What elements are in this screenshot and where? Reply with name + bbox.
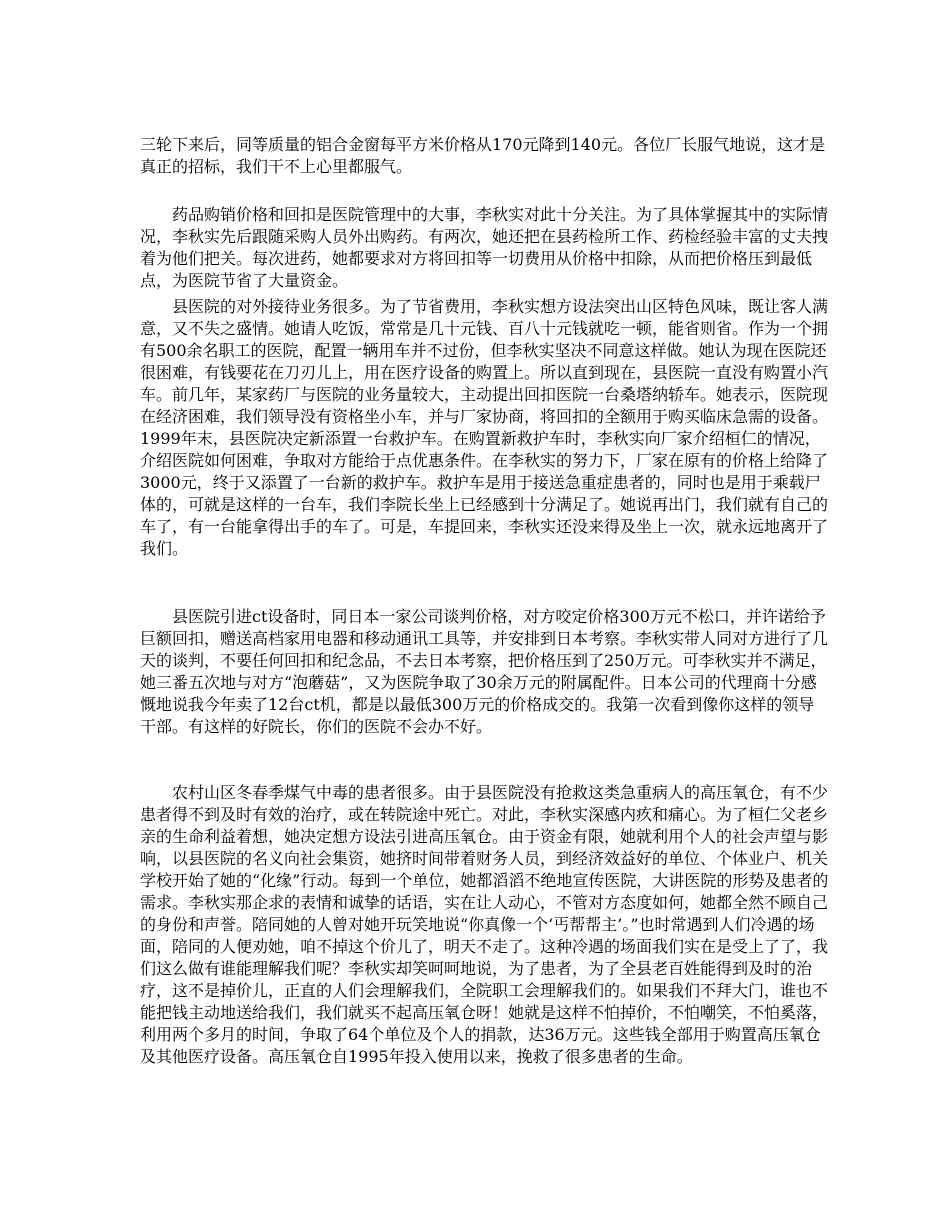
paragraph-text: 县医院引进ct设备时，同日本一家公司谈判价格，对方咬定价格300万元不松口，并许诺给予巨额回扣，赠送高档家用电器和移动通讯工具等，并安排到日本考察。李秋实带人同对方进行了几天的谈判，不要任何回扣和纪念品，不去日本考察，把价格压到了250万元。可李秋实并不满足，她三番五次地与对方“泡蘑菇”，又为医院争取了30余万元的附属配件。日本公司的代理商十分感慨地说我今年卖了12台ct机，都是以最低300万元的价格成交的。我第一次看到像你这样的领导干部。有这样的好院长，你们的医院不会办不好。: [140, 607, 829, 736]
paragraph-3: [140, 296, 830, 560]
paragraph-1: [140, 134, 830, 178]
paragraph-text: 农村山区冬春季煤气中毒的患者很多。由于县医院没有抢救这类急重病人的高压氧仓，有不少患者得不到及时有效的治疗，或在转院途中死亡。对此，李秋实深感内疚和痛心。为了桓仁父老乡亲的生命利益着想，她决定想方设法引进高压氧仓。由于资金有限，她就利用个人的社会声望与影响，以县医院的名义向社会集资，她挤时间带着财务人员，到经济效益好的单位、个体业户、机关学校开始了她的“化缘”行动。每到一个单位，她都滔滔不绝地宣传医院，大讲医院的形势及患者的需求。李秋实那企求的表情和诚挚的话语，实在让人动心，不管对方态度如何，她都全然不顾自己的身份和声誉。陪同她的人曾对她开玩笑地说“你真像一个‘丐帮帮主’。”也时常遇到人们冷遇的场面，陪同的人便劝她，咱不掉这个价儿了，明天不走了。这种冷遇的场面我们实在是受上了了，我们这么做有谁能理解我们呢？李秋实却笑呵呵地说，为了患者，为了全县老百姓能得到及时的治疗，这不是掉价儿，正直的人们会理解我们，全院职工会理解我们的。如果我们不拜大门，谁也不能把钱主动地送给我们，我们就买不起高压氧仓呀！她就是这样不怕掉价，不怕嘲笑，不怕奚落，利用两个多月的时间，争取了64个单位及个人的捐款，达36万元。这些钱全部用于购置高压氧仓及其他医疗设备。高压氧仓自1995年投入使用以来，挽救了很多患者的生命。: [140, 783, 829, 1066]
paragraph-2: [140, 204, 830, 292]
paragraph-text: 药品购销价格和回扣是医院管理中的大事，李秋实对此十分关注。为了具体掌握其中的实际情况，李秋实先后跟随采购人员外出购药。有两次，她还把在县药检所工作、药检经验丰富的丈夫拽着为他们把关。每次进药，她都要求对方将回扣等一切费用从价格中扣除，从而把价格压到最低点，为医院节省了大量资金。: [140, 205, 829, 290]
paragraph-4: [140, 606, 830, 738]
paragraph-5: [140, 782, 830, 1068]
paragraph-text: 三轮下来后，同等质量的铝合金窗每平方米价格从170元降到140元。各位厂长服气地说，这才是真正的招标，我们干不上心里都服气。: [140, 135, 826, 176]
paragraph-text: 县医院的对外接待业务很多。为了节省费用，李秋实想方设法突出山区特色风味，既让客人满意，又不失之盛情。她请人吃饭，常常是几十元钱、百八十元钱就吃一顿，能省则省。作为一个拥有500余名职工的医院，配置一辆用车并不过份，但李秋实坚决不同意这样做。她认为现在医院还很困难，有钱要花在刀刃儿上，用在医疗设备的购置上。所以直到现在，县医院一直没有购置小汽车。前几年，某家药厂与医院的业务量较大，主动提出回扣医院一台桑塔纳轿车。她表示，医院现在经济困难，我们领导没有资格坐小车，并与厂家协商，将回扣的全额用于购买临床急需的设备。1999年末，县医院决定新添置一台救护车。在购置新救护车时，李秋实向厂家介绍桓仁的情况，介绍医院如何困难，争取对方能给于点优惠条件。在李秋实的努力下，厂家在原有的价格上给降了3000元，终于又添置了一台新的救护车。救护车是用于接送急重症患者的，同时也是用于乘载尸体的，可就是这样的一台车，我们李院长坐上已经感到十分满足了。她说再出门，我们就有自己的车了，有一台能拿得出手的车了。可是，车提回来，李秋实还没来得及坐上一次，就永远地离开了我们。: [140, 297, 829, 558]
